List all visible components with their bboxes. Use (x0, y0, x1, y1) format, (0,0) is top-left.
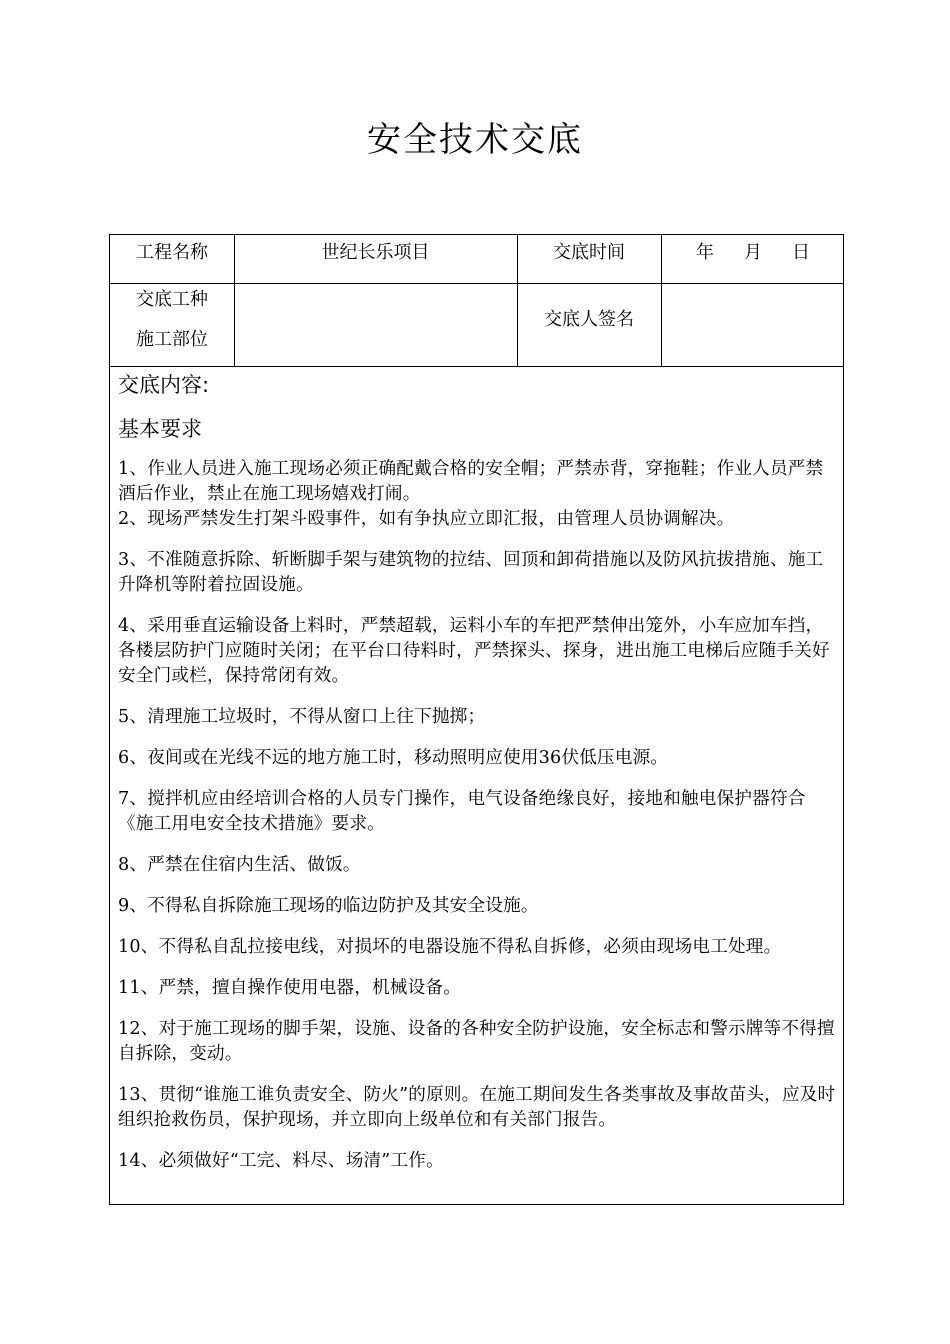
requirement-item: 8、严禁在住宿内生活、做饭。 (118, 855, 361, 875)
requirement-item: 1、作业人员进入施工现场必须正确配戴合格的安全帽；严禁赤背，穿拖鞋；作业人员严禁酒后作业，禁止在施工现场嬉戏打闹。 (118, 459, 824, 504)
project-name-label: 工程名称 (136, 242, 208, 263)
requirement-item: 3、不准随意拆除、斩断脚手架与建筑物的拉结、回顶和卸荷措施以及防风抗拔措施、施工升降机等附着拉固设施。 (118, 550, 824, 595)
work-location-label: 施工部位 (136, 329, 208, 350)
requirement-item: 14、必须做好“工完、料尽、场清”工作。 (118, 1151, 444, 1171)
content-subheading: 基本要求 (118, 417, 202, 441)
requirement-item: 10、不得私自乱拉接电线，对损坏的电器设施不得私自拆修，必须由现场电工处理。 (118, 937, 782, 957)
row-divider-1 (110, 283, 843, 284)
project-name-value: 世纪长乐项目 (321, 242, 430, 263)
row-divider-2 (110, 366, 843, 367)
signature-label: 交底人签名 (544, 309, 634, 330)
handover-form (109, 234, 844, 1205)
page-title: 安全技术交底 (367, 120, 583, 160)
date-month: 月 (744, 242, 762, 263)
requirement-item: 12、对于施工现场的脚手架，设施、设备的各种安全防护设施，安全标志和警示牌等不得擅自拆除，变动。 (118, 1019, 835, 1064)
handover-content (118, 371, 840, 1174)
requirement-item: 11、严禁，擅自操作使用电器，机械设备。 (118, 978, 462, 998)
requirement-item: 5、清理施工垃圾时，不得从窗口上往下抛掷； (118, 707, 486, 727)
content-heading: 交底内容: (118, 373, 210, 397)
requirement-item: 2、现场严禁发生打架斗殴事件，如有争执应立即汇报，由管理人员协调解决。 (118, 509, 735, 529)
requirement-item: 13、贯彻“谁施工谁负责安全、防火”的原则。在施工期间发生各类事故及事故苗头，应及时组织抢救伤员，保护现场，并立即向上级单位和有关部门报告。 (118, 1085, 836, 1130)
handover-date (661, 240, 845, 266)
date-year: 年 (696, 242, 714, 263)
requirement-item: 6、夜间或在光线不远的地方施工时，移动照明应使用36伏低压电源。 (118, 748, 669, 768)
work-type-label: 交底工种 (136, 289, 208, 310)
handover-time-label: 交底时间 (553, 242, 625, 263)
date-day: 日 (792, 242, 810, 263)
requirement-item: 4、采用垂直运输设备上料时，严禁超载，运料小车的车把严禁伸出笼外，小车应加车挡，各楼层防护门应随时关闭；在平台口待料时，严禁探头、探身，进出施工电梯后应随手关好安全门或栏，保持常闭有效。 (118, 616, 830, 686)
requirement-item: 9、不得私自拆除施工现场的临边防护及其安全设施。 (118, 896, 539, 916)
requirement-item: 7、搅拌机应由经培训合格的人员专门操作，电气设备绝缘良好，接地和触电保护器符合《施工用电安全技术措施》要求。 (118, 789, 806, 834)
